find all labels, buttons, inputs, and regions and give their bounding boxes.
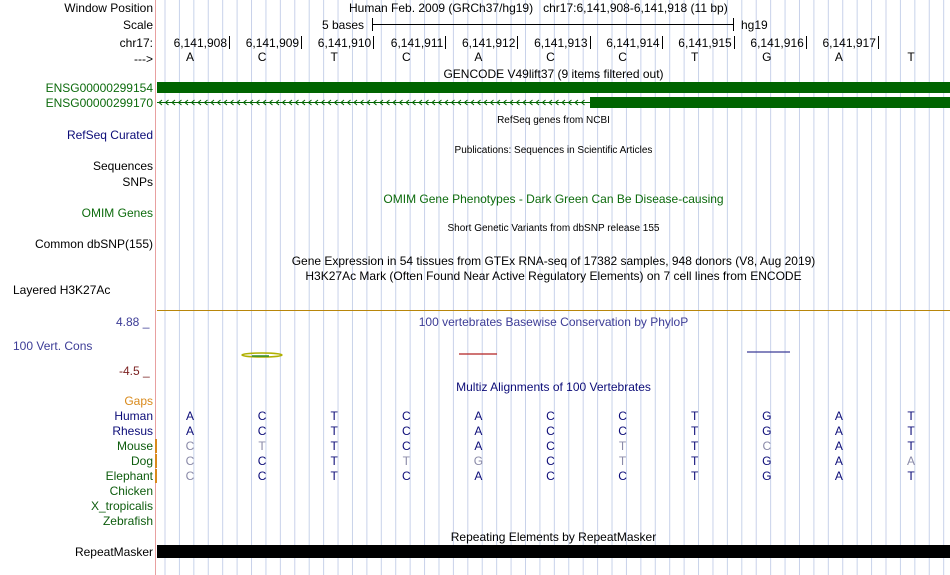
species-label[interactable]: Human (114, 409, 153, 423)
reference-base: C (546, 50, 555, 64)
aligned-base: T (691, 439, 699, 453)
ruler-position-label: 6,141,911 (390, 36, 444, 50)
aligned-base: T (691, 469, 699, 483)
aligned-base: A (834, 424, 843, 438)
aligned-base: A (474, 424, 483, 438)
ruler-position-label: 6,141,914 (606, 36, 660, 50)
ruler-position-label: 6,141,910 (317, 36, 372, 50)
dbsnp-label[interactable]: Common dbSNP(155) (34, 237, 153, 251)
gencode-track-title: GENCODE V49lift37 (9 items filtered out) (443, 67, 664, 81)
aligned-base: T (907, 439, 915, 453)
ruler-position-label: 6,141,917 (822, 36, 876, 50)
gene-label-1[interactable]: ENSG00000299154 (45, 81, 153, 95)
ruler-position-label: 6,141,913 (534, 36, 588, 50)
aligned-base: C (546, 439, 555, 453)
repeatmasker-label[interactable]: RepeatMasker (74, 545, 153, 559)
ruler-tick (590, 36, 591, 49)
ruler-tick (373, 36, 374, 49)
gtex-track-title: Gene Expression in 54 tissues from GTEx RNA-seq of 17382 samples, 948 donors (V8, Aug 2019) (291, 254, 816, 268)
scale-label: Scale (122, 18, 153, 32)
aligned-base: C (546, 424, 555, 438)
reference-base: T (691, 50, 699, 64)
aligned-base: A (834, 469, 843, 483)
repeatmasker-bar[interactable] (157, 545, 950, 558)
gene-bar-2[interactable] (157, 97, 950, 108)
aligned-base: C (618, 469, 627, 483)
species-label[interactable]: Mouse (116, 439, 153, 453)
ruler-position-label: 6,141,909 (245, 36, 300, 50)
omim-label[interactable]: OMIM Genes (81, 206, 153, 220)
ruler-position-label: 6,141,908 (173, 36, 227, 50)
reference-base: C (618, 50, 627, 64)
aligned-base: T (907, 424, 915, 438)
aligned-base: T (402, 454, 410, 468)
ruler-tick (734, 36, 735, 49)
aligned-base: C (546, 469, 555, 483)
conservation-track-title: 100 vertebrates Basewise Conservation by PhyloP (418, 315, 689, 329)
ruler-tick (662, 36, 663, 49)
dbsnp-track-title: Short Genetic Variants from dbSNP release 155 (447, 223, 660, 234)
aligned-base: C (257, 454, 267, 468)
ruler-tick (878, 36, 879, 49)
aligned-base: A (834, 439, 843, 453)
aligned-base: C (401, 469, 411, 483)
aligned-base: C (762, 439, 772, 453)
scale-bar-left-tick (372, 18, 373, 31)
repeatmasker-track-title: Repeating Elements by RepeatMasker (450, 530, 657, 544)
scale-text: 5 bases (322, 18, 365, 32)
reference-base: C (401, 50, 411, 64)
aligned-base: C (618, 424, 627, 438)
aligned-base: A (906, 454, 915, 468)
reference-base: C (257, 50, 267, 64)
aligned-base: A (474, 409, 483, 423)
aligned-base: G (762, 469, 772, 483)
aligned-base: A (834, 409, 843, 423)
aligned-base: G (762, 424, 772, 438)
cons-min-label: -4.5 _ (119, 364, 150, 378)
h3k27ac-label[interactable]: Layered H3K27Ac (13, 283, 111, 297)
refseq-track-title: RefSeq genes from NCBI (497, 115, 610, 126)
gap-marker (155, 439, 157, 453)
aligned-base: C (185, 454, 195, 468)
publications-track-title: Publications: Sequences in Scientific Articles (454, 145, 653, 156)
aligned-base: T (258, 439, 266, 453)
multiz-track-title: Multiz Alignments of 100 Vertebrates (456, 380, 651, 394)
ruler-position-label: 6,141,916 (750, 36, 804, 50)
scale-bar-right-tick (733, 18, 734, 31)
conservation-signal (157, 345, 950, 365)
aligned-base: T (330, 439, 338, 453)
cons-max-label: 4.88 _ (116, 315, 150, 329)
aligned-base: G (762, 409, 772, 423)
species-label[interactable]: Dog (130, 454, 153, 468)
species-label[interactable]: Zebrafish (102, 514, 153, 528)
aligned-base: G (473, 454, 484, 468)
aligned-base: C (618, 409, 627, 423)
aligned-base: C (401, 409, 411, 423)
aligned-base: C (185, 469, 195, 483)
sequences-label[interactable]: Sequences (92, 159, 153, 173)
cons-baseline-top (157, 310, 950, 311)
reference-base: A (834, 50, 843, 64)
gaps-label[interactable]: Gaps (124, 394, 153, 408)
reference-base: A (474, 50, 483, 64)
reference-base: T (907, 50, 915, 64)
aligned-base: G (762, 454, 772, 468)
gene-label-2[interactable]: ENSG00000299170 (45, 96, 153, 110)
aligned-base: T (618, 439, 627, 453)
strand-arrow-label: ---> (134, 52, 153, 66)
ruler-tick (445, 36, 446, 49)
aligned-base: C (546, 409, 555, 423)
aligned-base: A (474, 469, 483, 483)
species-label[interactable]: Elephant (105, 469, 153, 483)
assembly-label: hg19 (741, 18, 768, 32)
snps-label[interactable]: SNPs (122, 175, 153, 189)
aligned-base: C (401, 424, 411, 438)
aligned-base: C (546, 454, 555, 468)
ruler-tick (517, 36, 518, 49)
aligned-base: A (185, 424, 194, 438)
reference-base: T (330, 50, 338, 64)
h3k27ac-track-title: H3K27Ac Mark (Often Found Near Active Regulatory Elements) on 7 cell lines from ENCODE (305, 269, 802, 283)
aligned-base: T (691, 409, 699, 423)
aligned-base: C (257, 469, 267, 483)
species-label[interactable]: Rhesus (112, 424, 153, 438)
aligned-base: T (907, 469, 915, 483)
omim-track-title: OMIM Gene Phenotypes - Dark Green Can Be Disease-causing (383, 192, 724, 206)
gap-marker (155, 454, 157, 468)
aligned-base: T (618, 454, 627, 468)
aligned-base: T (907, 409, 915, 423)
aligned-base: A (474, 439, 483, 453)
ruler-tick (301, 36, 302, 49)
chrom-label: chr17: (119, 36, 153, 50)
aligned-base: T (330, 454, 338, 468)
aligned-base: A (185, 409, 194, 423)
ruler-tick (806, 36, 807, 49)
conservation-label[interactable]: 100 Vert. Cons (13, 339, 93, 353)
species-label[interactable]: Chicken (109, 484, 153, 498)
genome-title: Human Feb. 2009 (GRCh37/hg19) chr17:6,141,908-6,141,918 (11 bp) (349, 1, 728, 15)
aligned-base: T (691, 424, 699, 438)
ruler-position-label: 6,141,912 (462, 36, 516, 50)
reference-base: A (185, 50, 194, 64)
gap-marker (155, 469, 157, 483)
aligned-base: T (691, 454, 699, 468)
aligned-base: T (330, 424, 338, 438)
aligned-base: T (330, 409, 338, 423)
scale-bar (372, 24, 734, 25)
window-position-label: Window Position (64, 1, 153, 15)
aligned-base: C (185, 439, 195, 453)
gene-bar-1[interactable] (157, 82, 950, 93)
ruler-position-label: 6,141,915 (678, 36, 732, 50)
refseq-label[interactable]: RefSeq Curated (66, 128, 153, 142)
species-label[interactable]: X_tropicalis (90, 499, 153, 513)
aligned-base: T (330, 469, 338, 483)
ruler-tick (229, 36, 230, 49)
aligned-base: C (401, 439, 411, 453)
reference-base: G (762, 50, 772, 64)
aligned-base: C (257, 424, 267, 438)
aligned-base: A (834, 454, 843, 468)
aligned-base: C (257, 409, 267, 423)
